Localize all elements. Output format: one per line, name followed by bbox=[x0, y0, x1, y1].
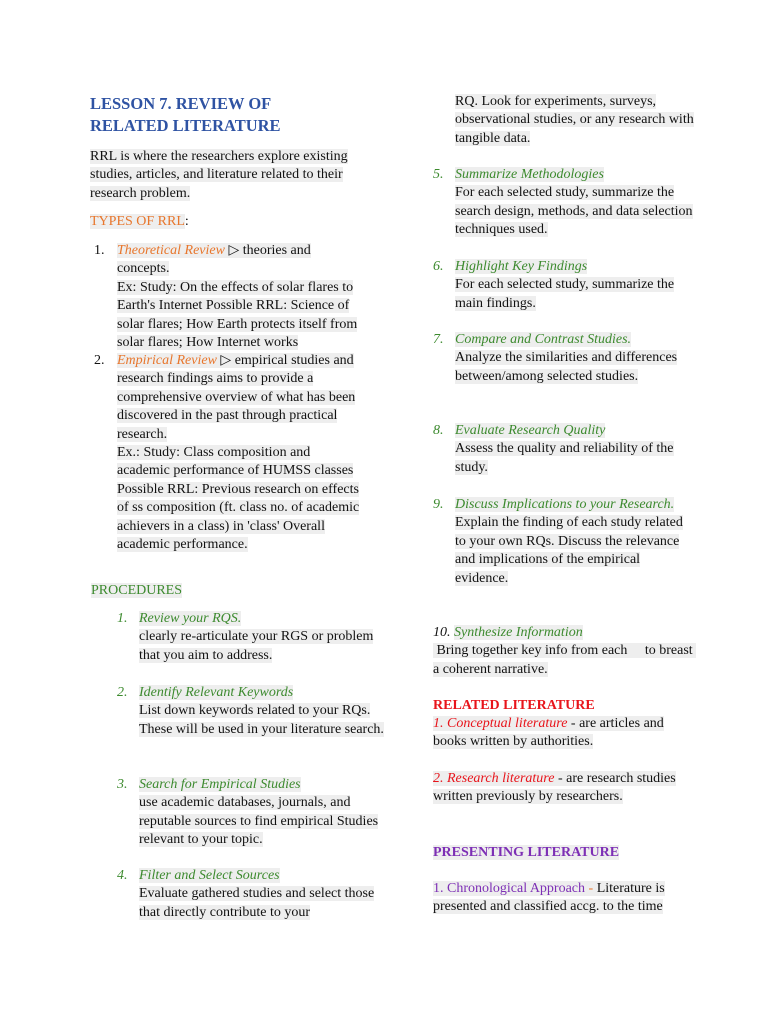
procedure-item-10 bbox=[433, 624, 697, 679]
related-label: 1. Conceptual literature bbox=[433, 716, 568, 731]
procedure-number: 10. bbox=[433, 625, 451, 640]
type-desc: theories and concepts. bbox=[117, 243, 311, 277]
types-heading-colon: : bbox=[184, 214, 189, 229]
intro-text: RRL is where the researchers explore existing studies, articles, and literature related to their research problem. bbox=[90, 149, 348, 201]
procedure-body: For each selected study, summarize the search design, methods, and data selection techniques used. bbox=[455, 185, 693, 238]
procedure-number: 4. bbox=[117, 868, 128, 883]
procedure-body: List down keywords related to your RQs. These will be used in your literature search. bbox=[139, 703, 384, 737]
procedure-item-4 bbox=[139, 867, 391, 922]
procedure-title: Synthesize Information bbox=[454, 625, 583, 640]
related-item-1 bbox=[433, 715, 683, 752]
related-desc: - are research studies written previously by researchers. bbox=[433, 771, 676, 805]
procedure-body: Bring together key info from each to breast a coherent narrative. bbox=[433, 643, 697, 677]
presenting-desc: Literature is presented and classified accg. to the time bbox=[433, 881, 665, 915]
procedure-body: Evaluate gathered studies and select those that directly contribute to your bbox=[139, 886, 375, 920]
procedures-heading bbox=[91, 582, 182, 600]
procedure-number: 9. bbox=[433, 497, 444, 512]
procedure-item-4-continued bbox=[455, 93, 695, 148]
procedure-body: Explain the finding of each study related to your own RQs. Discuss the relevance and implications of the empirical evidence. bbox=[455, 515, 683, 586]
related-label: 2. Research literature bbox=[433, 771, 555, 786]
procedure-item-9 bbox=[455, 496, 695, 588]
procedure-title: Filter and Select Sources bbox=[139, 868, 280, 883]
intro-paragraph bbox=[90, 148, 362, 203]
procedure-title: Evaluate Research Quality bbox=[455, 423, 606, 438]
procedure-item-2 bbox=[139, 684, 391, 739]
types-heading bbox=[90, 213, 189, 231]
type-item-theoretical bbox=[117, 242, 362, 352]
procedure-title: Summarize Methodologies bbox=[455, 167, 604, 182]
procedure-body: Analyze the similarities and differences between/among selected studies. bbox=[455, 350, 678, 384]
procedure-number: 3. bbox=[117, 777, 128, 792]
presenting-item-1 bbox=[433, 880, 683, 917]
procedure-item-5 bbox=[455, 166, 695, 240]
procedure-number: 8. bbox=[433, 423, 444, 438]
procedure-item-1 bbox=[139, 610, 391, 665]
procedure-item-3 bbox=[139, 776, 391, 850]
type-number: 1. bbox=[94, 243, 105, 258]
type-item-empirical bbox=[117, 352, 362, 554]
procedure-item-8 bbox=[455, 422, 695, 477]
procedure-body: Assess the quality and reliability of the study. bbox=[455, 441, 674, 475]
type-example: Ex.: Study: Class composition and academic performance of HUMSS classes Possible RRL: Previous research on effects of ss composition (ft. class no. of academic achievers in a class) in 'class' Overall academic performance. bbox=[117, 445, 360, 553]
procedure-title: Identify Relevant Keywords bbox=[139, 685, 294, 700]
related-desc: - are articles and books written by authorities. bbox=[433, 716, 664, 750]
related-heading bbox=[433, 697, 595, 715]
arrow-icon: ▷ bbox=[224, 243, 243, 258]
procedure-title: Review your RQS. bbox=[139, 611, 242, 626]
type-number: 2. bbox=[94, 353, 105, 368]
lesson-title-line2: RELATED LITERATURE bbox=[90, 116, 281, 135]
presenting-heading-text: PRESENTING LITERATURE bbox=[433, 845, 620, 860]
arrow-icon: ▷ bbox=[216, 353, 235, 368]
lesson-title-line1: LESSON 7. REVIEW OF bbox=[90, 94, 272, 113]
type-desc: empirical studies and research findings aims to provide a comprehensive overview of what has been discovered in the past through practical research. bbox=[117, 353, 356, 442]
procedure-body: RQ. Look for experiments, surveys, observational studies, or any research with tangible data. bbox=[455, 94, 694, 146]
procedure-body: For each selected study, summarize the main findings. bbox=[455, 277, 675, 311]
procedure-body: use academic databases, journals, and reputable sources to find empirical Studies relevant to your topic. bbox=[139, 795, 379, 848]
procedure-number: 2. bbox=[117, 685, 128, 700]
procedure-body: clearly re-articulate your RGS or problem that you aim to address. bbox=[139, 629, 374, 663]
presenting-dash: - bbox=[585, 881, 597, 896]
procedure-title: Search for Empirical Studies bbox=[139, 777, 301, 792]
presenting-label: 1. Chronological Approach bbox=[433, 881, 586, 896]
procedure-item-6 bbox=[455, 258, 695, 313]
type-example: Ex: Study: On the effects of solar flares to Earth's Internet Possible RRL: Science of solar flares; How Earth protects itself from solar flares; How Internet works bbox=[117, 279, 358, 351]
related-heading-text: RELATED LITERATURE bbox=[433, 698, 595, 713]
procedure-number: 5. bbox=[433, 167, 444, 182]
procedures-heading-text: PROCEDURES bbox=[91, 583, 183, 598]
procedure-title: Highlight Key Findings bbox=[455, 259, 588, 274]
related-item-2 bbox=[433, 770, 683, 807]
types-heading-text: TYPES OF RRL bbox=[90, 214, 185, 229]
procedure-item-7 bbox=[455, 331, 695, 386]
procedure-number: 7. bbox=[433, 332, 444, 347]
procedure-number: 1. bbox=[117, 611, 128, 626]
procedure-number: 6. bbox=[433, 259, 444, 274]
procedure-title: Discuss Implications to your Research. bbox=[455, 497, 675, 512]
type-name: Empirical Review bbox=[117, 353, 217, 368]
presenting-heading bbox=[433, 844, 619, 862]
type-name: Theoretical Review bbox=[117, 243, 225, 258]
procedure-title: Compare and Contrast Studies. bbox=[455, 332, 632, 347]
